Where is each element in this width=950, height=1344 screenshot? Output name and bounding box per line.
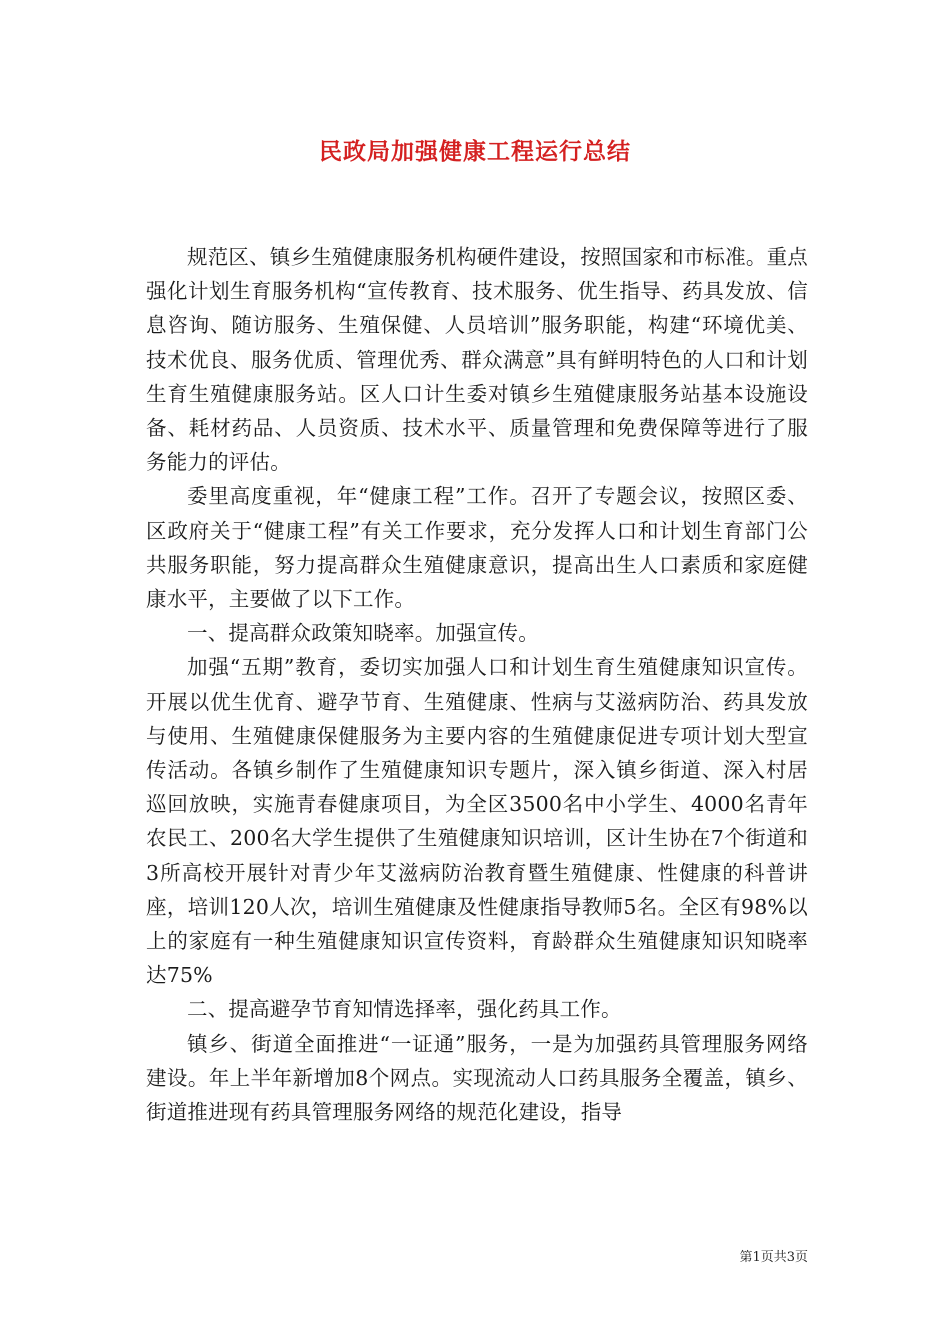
paragraph-3: 加强“五期”教育，委切实加强人口和计划生育生殖健康知识宣传。开展以优生优育、避孕节育、生殖健康、性病与艾滋病防治、药具发放与使用、生殖健康保健服务为主要内容的生殖健康促进专项计划大型宣传活动。各镇乡制作了生殖健康知识专题片，深入镇乡街道、深入村居巡回放映，实施青春健康项目，为全区3500名中小学生、4000名青年农民工、200名大学生提供了生殖健康知识培训，区计生协在7个街道和3所高校开展针对青少年艾滋病防治教育暨生殖健康、性健康的科普讲座，培训120人次，培训生殖健康及性健康指导教师5名。全区有98%以上的家庭有一种生殖健康知识宣传资料，育龄群众生殖健康知识知晓率达75% [146,655,808,988]
paragraph-1: 规范区、镇乡生殖健康服务机构硬件建设，按照国家和市标准。重点强化计划生育服务机构“宣传教育、技术服务、优生指导、药具发放、信息咨询、随访服务、生殖保健、人员培训”服务职能，构建“环境优美、技术优良、服务优质、管理优秀、群众满意”具有鲜明特色的人口和计划生育生殖健康服务站。区人口计生委对镇乡生殖健康服务站基本设施设备、耗材药品、人员资质、技术水平、质量管理和免费保障等进行了服务能力的评估。 [146,245,808,475]
section-heading-2: 二、提高避孕节育知情选择率，强化药具工作。 [187,997,622,1022]
document-body [146,240,808,1129]
page-number: 第1页共3页 [739,1250,808,1265]
section-heading-1: 一、提高群众政策知晓率。加强宣传。 [187,621,539,646]
paragraph-4: 镇乡、街道全面推进“一证通”服务，一是为加强药具管理服务网络建设。年上半年新增加8个网点。实现流动人口药具服务全覆盖，镇乡、街道推进现有药具管理服务网络的规范化建设，指导 [146,1031,808,1125]
paragraph-2: 委里高度重视，年“健康工程”工作。召开了专题会议，按照区委、区政府关于“健康工程”有关工作要求，充分发挥人口和计划生育部门公共服务职能，努力提高群众生殖健康意识，提高出生人口素质和家庭健康水平，主要做了以下工作。 [146,484,808,612]
document-title: 民政局加强健康工程运行总结 [319,138,631,165]
